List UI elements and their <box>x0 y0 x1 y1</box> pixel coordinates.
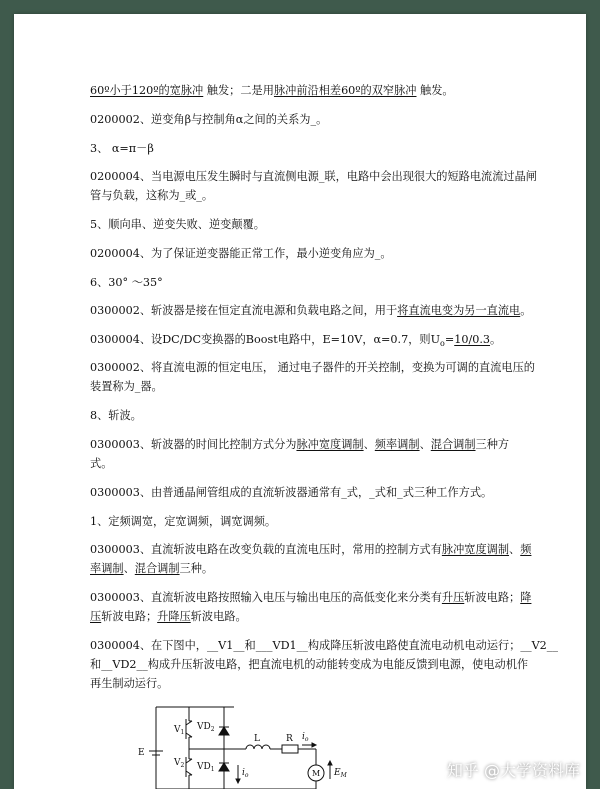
answer-line: 3、 α=π－β <box>90 142 154 155</box>
answer-underline: 混合调制 <box>134 562 180 575</box>
answer-underline: 60º小于120º的宽脉冲 <box>90 84 204 97</box>
answer-underline: 升降压 <box>157 610 191 623</box>
answer-underline: 率调制 <box>90 562 124 575</box>
question-line: 0200004、当电源电压发生瞬时与直流侧电源_联，电路中会出现很大的短路电流流过晶闸 <box>90 170 537 183</box>
document-page <box>14 14 586 789</box>
question-line: 0200002、逆变角β与控制角α之间的关系为_。 <box>90 113 328 126</box>
answer-underline: 混合调制 <box>430 438 476 451</box>
question-line: 0300004、在下图中，__V1__和___VD1__构成降压斩波电路使直流电动机电动运行；__V2__ <box>90 639 558 652</box>
question-line: 0300004、设DC/DC变换器的Boost电路中，E=10V，α=0.7，则$U_o=10/0.3$。 <box>90 333 502 349</box>
question-line: 和__VD2__构成升压斩波电路，把直流电机的动能转变成为电能反馈到电源，使电动机作 <box>90 658 529 671</box>
label-io-down: $i_o$ <box>242 768 249 779</box>
question-line: 0300003、直流斩波电路在改变负载的直流电压时，常用的控制方式有脉冲宽度调制、频 <box>90 543 532 556</box>
question-line: 0200004、为了保证逆变器能正常工作，最小逆变角应为_。 <box>90 247 392 260</box>
answer-underline: 将直流电变为另一直流电 <box>397 304 521 317</box>
chopper-circuit-diagram <box>134 699 354 789</box>
answer-underline: 频率调制 <box>374 438 420 451</box>
zhihu-watermark: 知乎 @大学资料库 <box>446 761 580 780</box>
question-line: 率调制、混合调制三种。 <box>90 562 214 575</box>
label-io: $i_o$ <box>302 732 309 743</box>
answer-underline: 脉冲前沿相差60º的双窄脉冲 <box>273 84 417 97</box>
question-line: 压斩波电路；升降压斩波电路。 <box>90 610 247 623</box>
question-line: 0300003、直流斩波电路按照输入电压与输出电压的高低变化来分类有升压斩波电路；降 <box>90 591 532 604</box>
text-line: 60º小于120º的宽脉冲 触发；二是用脉冲前沿相差60º的双窄脉冲 触发。 <box>90 84 454 97</box>
question-line: 0300003、由普通晶闸管组成的直流斩波器通常有_式，_式和_式三种工作方式。 <box>90 486 493 499</box>
label-m: M <box>312 769 321 778</box>
answer-line: 5、顺向串、逆变失败、逆变颠覆。 <box>90 218 265 231</box>
label-em: $E_M$ <box>334 768 347 779</box>
resistor-r <box>282 745 298 753</box>
label-l: L <box>254 734 260 744</box>
diode-vd2 <box>219 727 229 735</box>
answer-underline: 脉冲宽度调制 <box>441 543 510 556</box>
answer-line: 8、斩波。 <box>90 409 142 422</box>
answer-underline: 压 <box>90 610 102 623</box>
label-e: E <box>138 748 145 758</box>
answer-underline: 10/0.3 <box>454 333 491 346</box>
answer-underline: 升压 <box>441 591 465 604</box>
answer-underline: 频 <box>520 543 532 556</box>
question-line: 0300003、斩波器的时间比控制方式分为脉冲宽度调制、频率调制、混合调制三种方 <box>90 438 510 451</box>
question-line: 式。 <box>90 457 113 470</box>
label-v2: $V_2$ <box>174 758 185 769</box>
question-line: 装置称为_器。 <box>90 380 163 393</box>
answer-underline: 脉冲宽度调制 <box>296 438 364 451</box>
answer-line: 1、定频调宽，定宽调频，调宽调频。 <box>90 515 277 528</box>
question-line: 0300002、将直流电源的恒定电压， 通过电子器件的开关控制，变换为可调的直流电压的 <box>90 361 535 374</box>
diode-vd1 <box>219 763 229 771</box>
question-line: 管与负载，这称为_或_。 <box>90 189 214 202</box>
inductor-l <box>246 745 270 749</box>
label-v1: $V_1$ <box>174 725 185 736</box>
answer-underline: 降 <box>520 591 532 604</box>
label-vd2: $VD_2$ <box>197 722 215 733</box>
label-vd1: $VD_1$ <box>197 762 215 773</box>
question-line: 再生制动运行。 <box>90 677 169 690</box>
question-line: 0300002、斩波器是接在恒定直流电源和负载电路之间，用于将直流电变为另一直流电。 <box>90 304 532 317</box>
label-r: R <box>286 734 293 744</box>
answer-line: 6、30° ～35° <box>90 276 163 289</box>
